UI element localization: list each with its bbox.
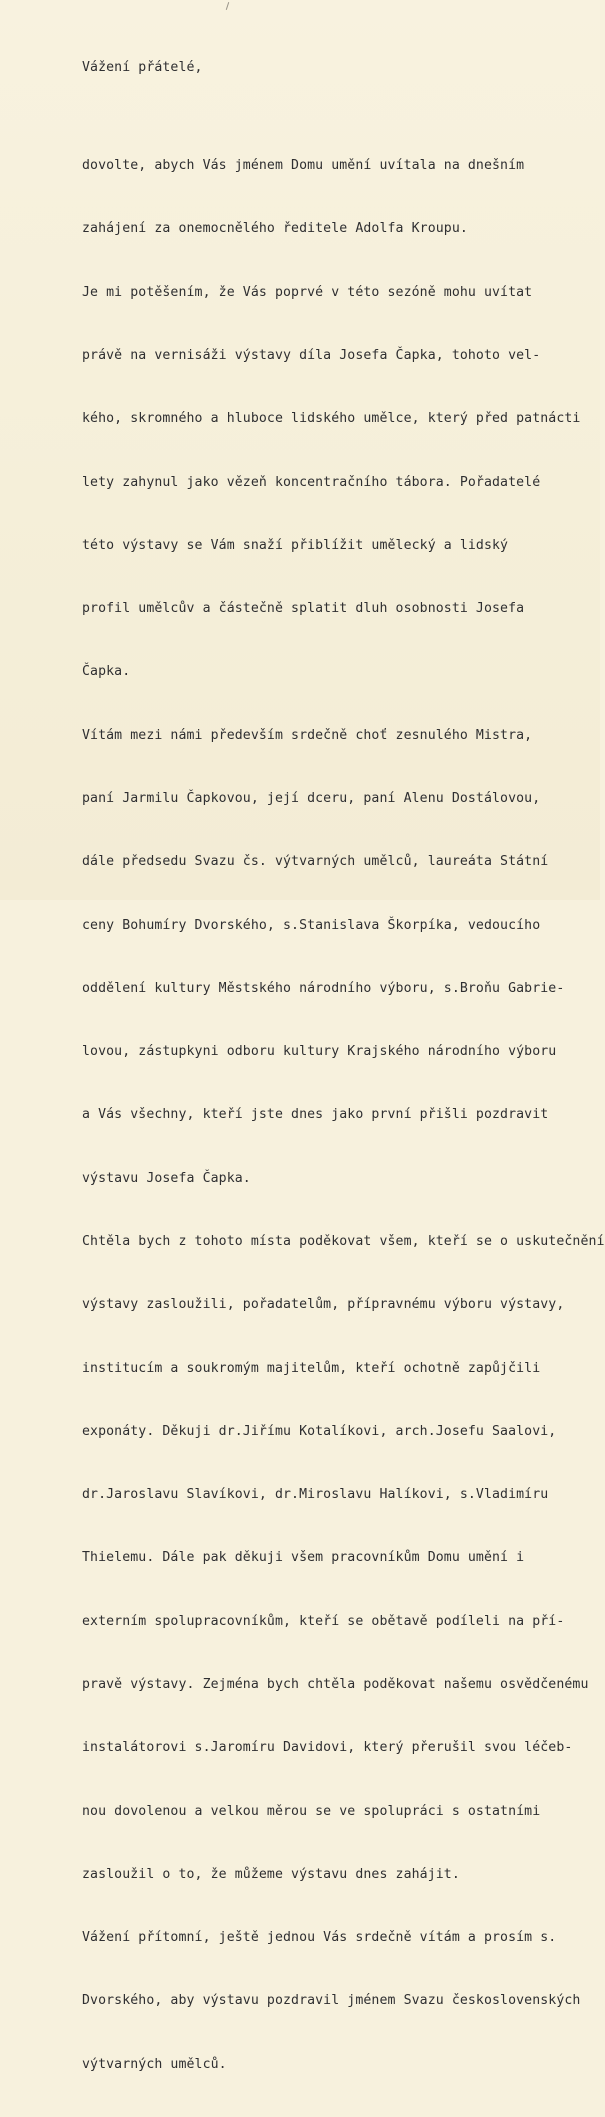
letter-line: právě na vernisáži výstavy díla Josefa Čapka, tohoto vel- xyxy=(82,348,541,364)
letter-line: nou dovolenou a velkou měrou se ve spolupráci s ostatními xyxy=(82,1803,541,1819)
letter-line: Thielemu. Dále pak děkuji všem pracovníkům Domu umění i xyxy=(82,1550,525,1566)
letter-line: externím spolupracovníkům, kteří se obětavě podíleli na pří- xyxy=(82,1613,565,1629)
letter-line: Vážení přítomní, ještě jednou Vás srdečně vítám a prosím s. xyxy=(82,1930,557,1946)
letter-line: ceny Bohumíry Dvorského, s.Stanislava Škorpíka, vedoucího xyxy=(82,917,541,933)
letter-line: a Vás všechny, kteří jste dnes jako první přišli pozdravit xyxy=(82,1107,549,1123)
letter-line: této výstavy se Vám snaží přiblížit umělecký a lidský xyxy=(82,537,509,553)
letter-line: Dvorského, aby výstavu pozdravil jménem Svazu československých xyxy=(82,1993,581,2009)
letter-line: Vítám mezi námi především srdečně choť zesnulého Mistra, xyxy=(82,727,533,743)
letter-line: výstavu Josefa Čapka. xyxy=(82,1170,251,1186)
letter-line: profil umělcův a částečně splatit dluh osobnosti Josefa xyxy=(82,601,525,617)
letter-line: Čapka. xyxy=(82,664,131,680)
pencil-mark xyxy=(226,2,229,10)
letter-line: výstavy zasloužili, pořadatelům, přípravnému výboru výstavy, xyxy=(82,1297,565,1313)
letter-body xyxy=(82,113,605,2117)
letter-line: institucím a soukromým majitelům, kteří ochotně zapůjčili xyxy=(82,1360,541,1376)
letter-line: zahájení za onemocnělého ředitele Adolfa Kroupu. xyxy=(82,221,468,237)
letter-line: lety zahynul jako vězeň koncentračního tábora. Pořadatelé xyxy=(82,474,541,490)
letter-line: Je mi potěšením, že Vás poprvé v této sezóně mohu uvítat xyxy=(82,284,533,300)
letter-line: dále předsedu Svazu čs. výtvarných umělců, laureáta Státní xyxy=(82,854,549,870)
letter-greeting: Vážení přátelé, xyxy=(82,60,203,75)
letter-line: exponáty. Děkuji dr.Jiřímu Kotalíkovi, arch.Josefu Saalovi, xyxy=(82,1423,557,1439)
letter-line: výtvarných umělců. xyxy=(82,2056,227,2072)
letter-line: Chtěla bych z tohoto místa poděkovat všem, kteří se o uskutečnění xyxy=(82,1233,605,1249)
letter-line: paní Jarmilu Čapkovou, její dceru, paní Alenu Dostálovou, xyxy=(82,791,541,806)
letter-line: pravě výstavy. Zejména bych chtěla poděkovat našemu osvědčenému xyxy=(82,1676,589,1692)
letter-line: oddělení kultury Městského národního výboru, s.Broňu Gabrie- xyxy=(82,980,565,996)
letter-line: dr.Jaroslavu Slavíkovi, dr.Miroslavu Halíkovi, s.Vladimíru xyxy=(82,1487,549,1503)
letter-line: kého, skromného a hluboce lidského umělce, který před patnácti xyxy=(82,411,581,427)
letter-line: dovolte, abych Vás jménem Domu umění uvítala na dnešním xyxy=(82,158,525,174)
letter-line: instalátorovi s.Jaromíru Davidovi, který přerušil svou léčeb- xyxy=(82,1740,573,1756)
letter-line: zasloužil o to, že můžeme výstavu dnes zahájit. xyxy=(82,1866,460,1882)
letter-line: lovou, zástupkyni odboru kultury Krajského národního výboru xyxy=(82,1044,557,1060)
